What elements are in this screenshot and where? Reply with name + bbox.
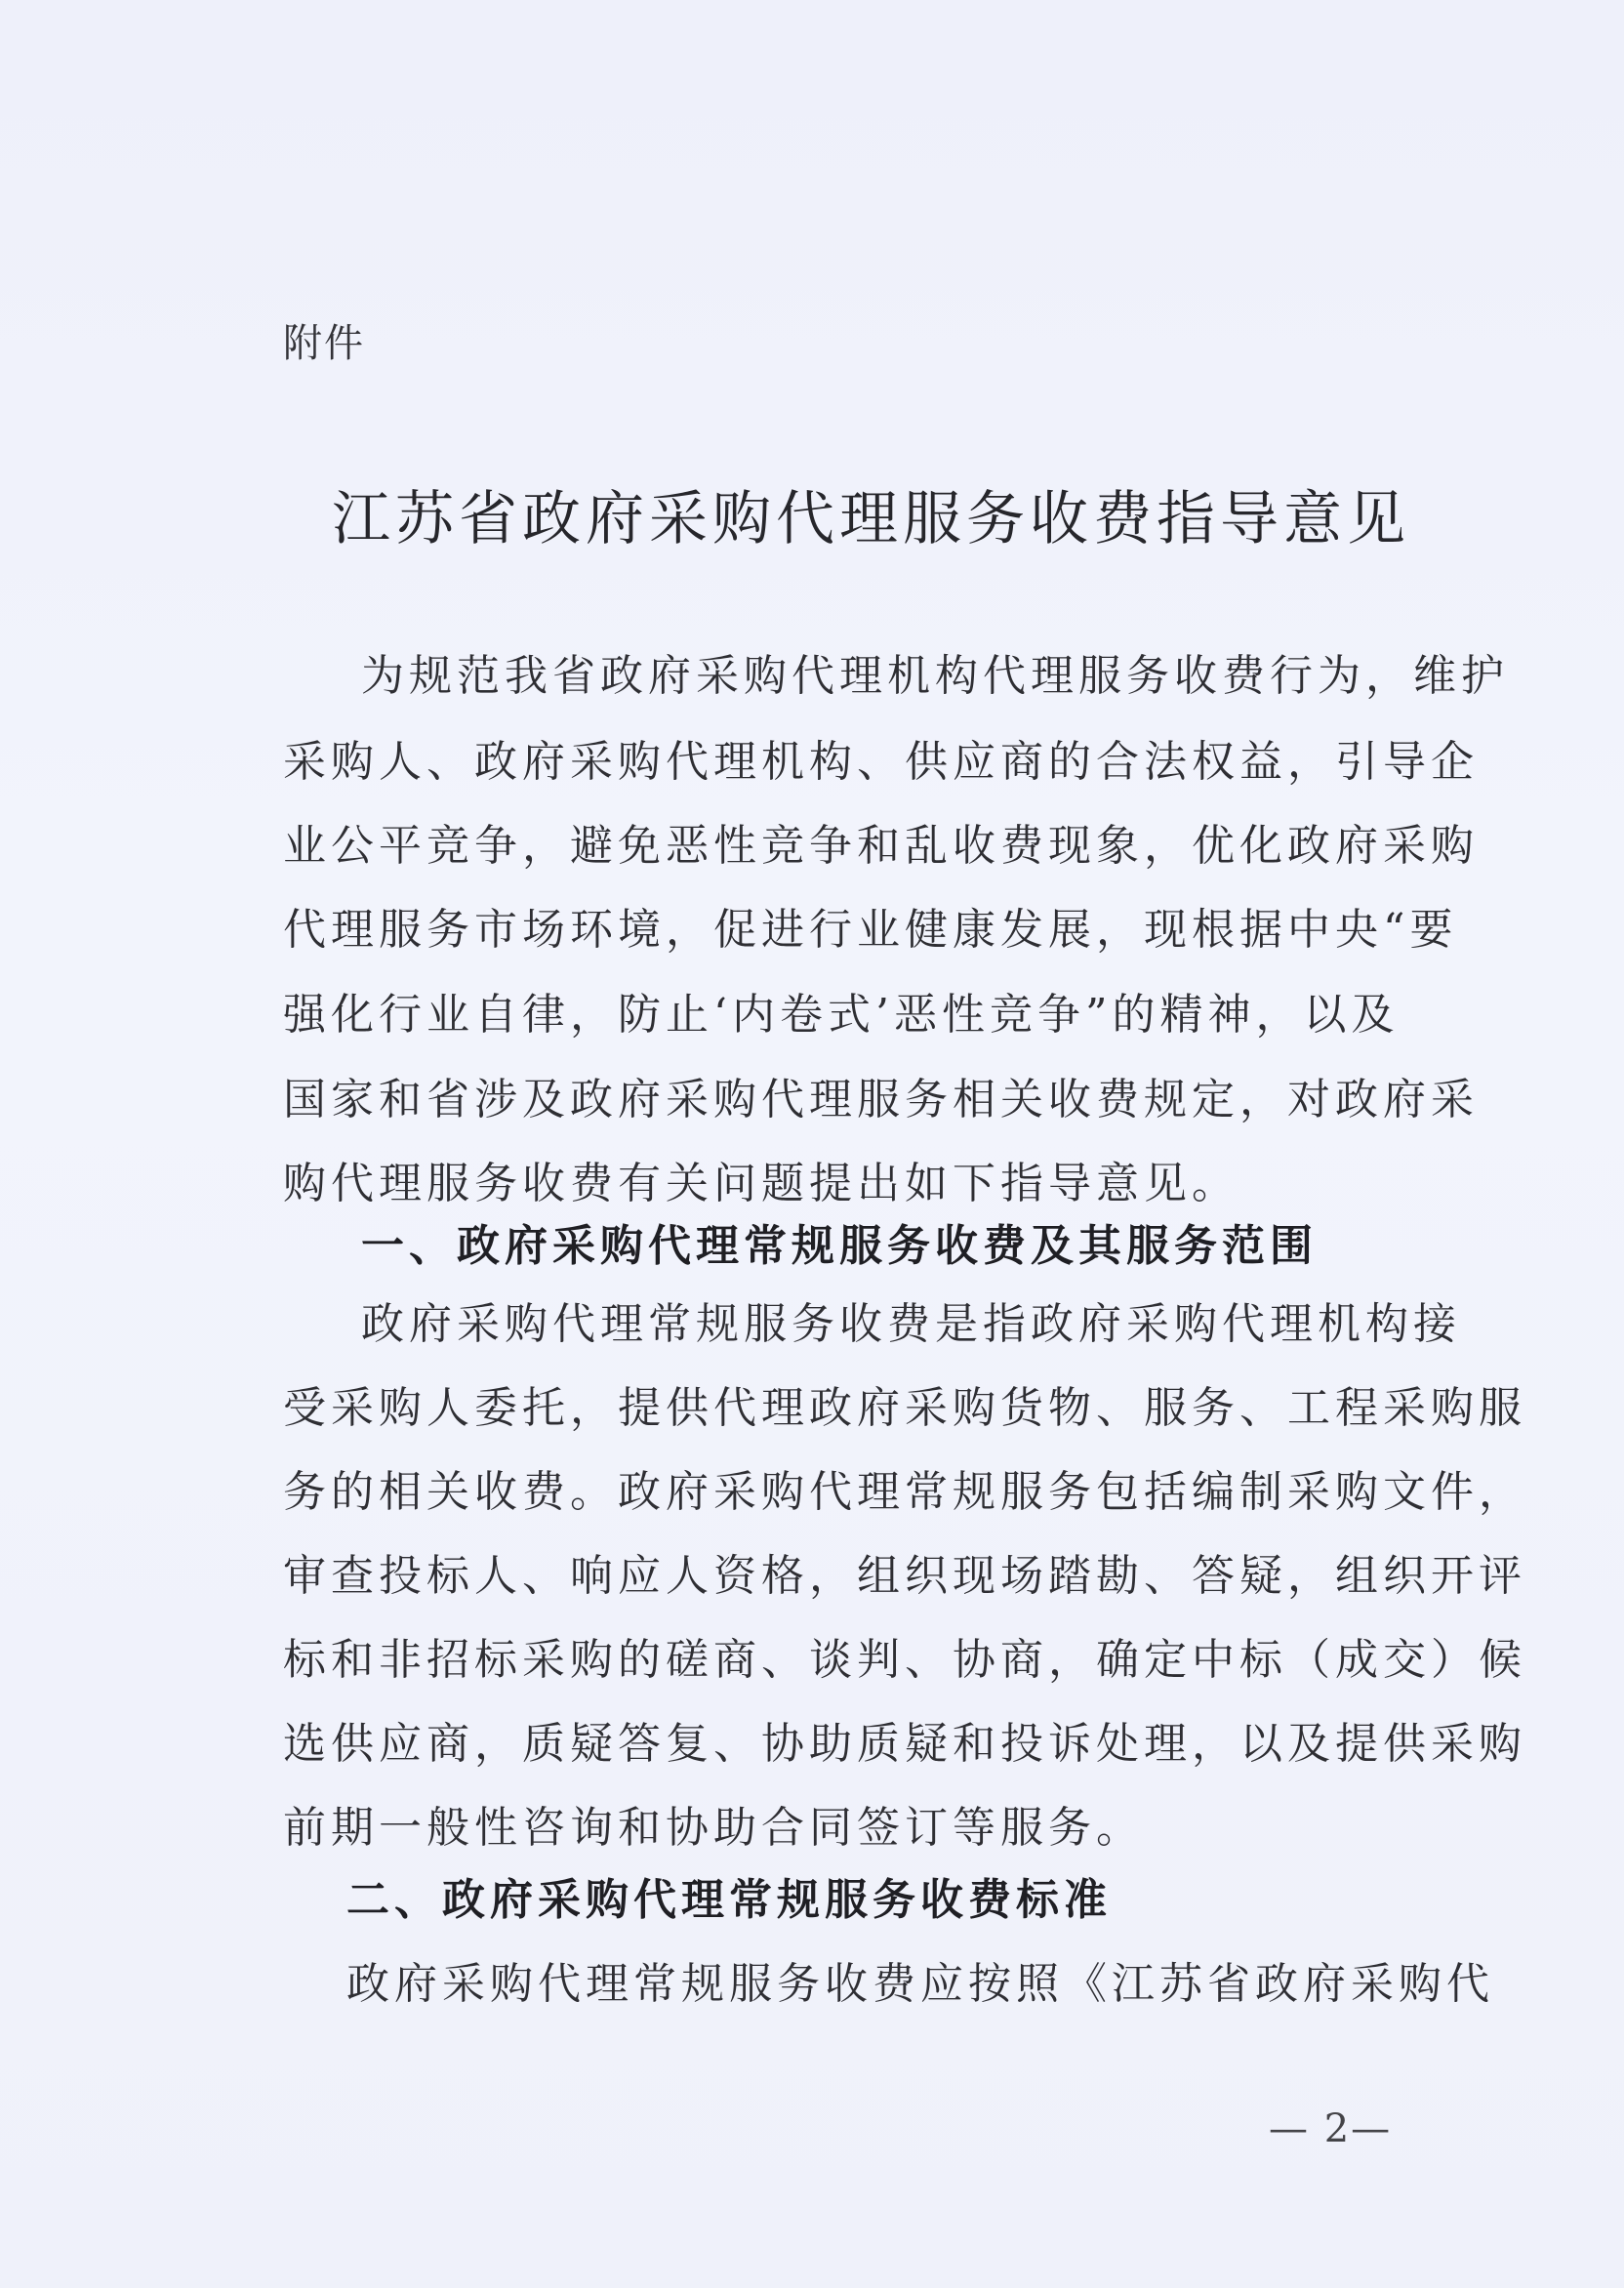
intro-line: 购代理服务收费有关问题提出如下指导意见。 [283,1159,1239,1208]
intro-line: 强化行业自律，防止‘内卷式’恶性竞争”的精神，以及 [283,990,1400,1040]
intro-line: 代理服务市场环境，促进行业健康发展，现根据中央“要 [283,905,1458,955]
section1-line: 选供应商，质疑答复、协助质疑和投诉处理，以及提供采购 [283,1719,1526,1769]
section-heading: 一、政府采购代理常规服务收费及其服务范围 [361,1221,1318,1271]
intro-line: 国家和省涉及政府采购代理服务相关收费规定，对政府采 [283,1075,1479,1124]
attachment-label: 附件 [283,321,365,366]
section1-line: 务的相关收费。政府采购代理常规服务包括编制采购文件， [283,1467,1526,1517]
intro-line: 为规范我省政府采购代理机构代理服务收费行为，维护 [361,651,1509,701]
intro-line: 业公平竞争，避免恶性竞争和乱收费现象，优化政府采购 [283,821,1479,871]
page-number: — 2— [1269,2106,1393,2151]
section1-line: 审查投标人、响应人资格，组织现场踏勘、答疑，组织开评 [283,1551,1526,1601]
section2-line: 政府采购代理常规服务收费应按照《江苏省政府采购代 [346,1959,1494,2009]
intro-line: 采购人、政府采购代理机构、供应商的合法权益，引导企 [283,737,1479,787]
section1-line: 标和非招标采购的磋商、谈判、协商，确定中标（成交）候 [283,1635,1526,1685]
document-title: 江苏省政府采购代理服务收费指导意见 [332,485,1410,553]
section1-line: 政府采购代理常规服务收费是指政府采购代理机构接 [361,1299,1461,1349]
section1-line: 前期一般性咨询和协助合同签订等服务。 [283,1803,1144,1853]
section-heading: 二、政府采购代理常规服务收费标准 [346,1875,1112,1925]
section1-line: 受采购人委托，提供代理政府采购货物、服务、工程采购服 [283,1383,1526,1433]
